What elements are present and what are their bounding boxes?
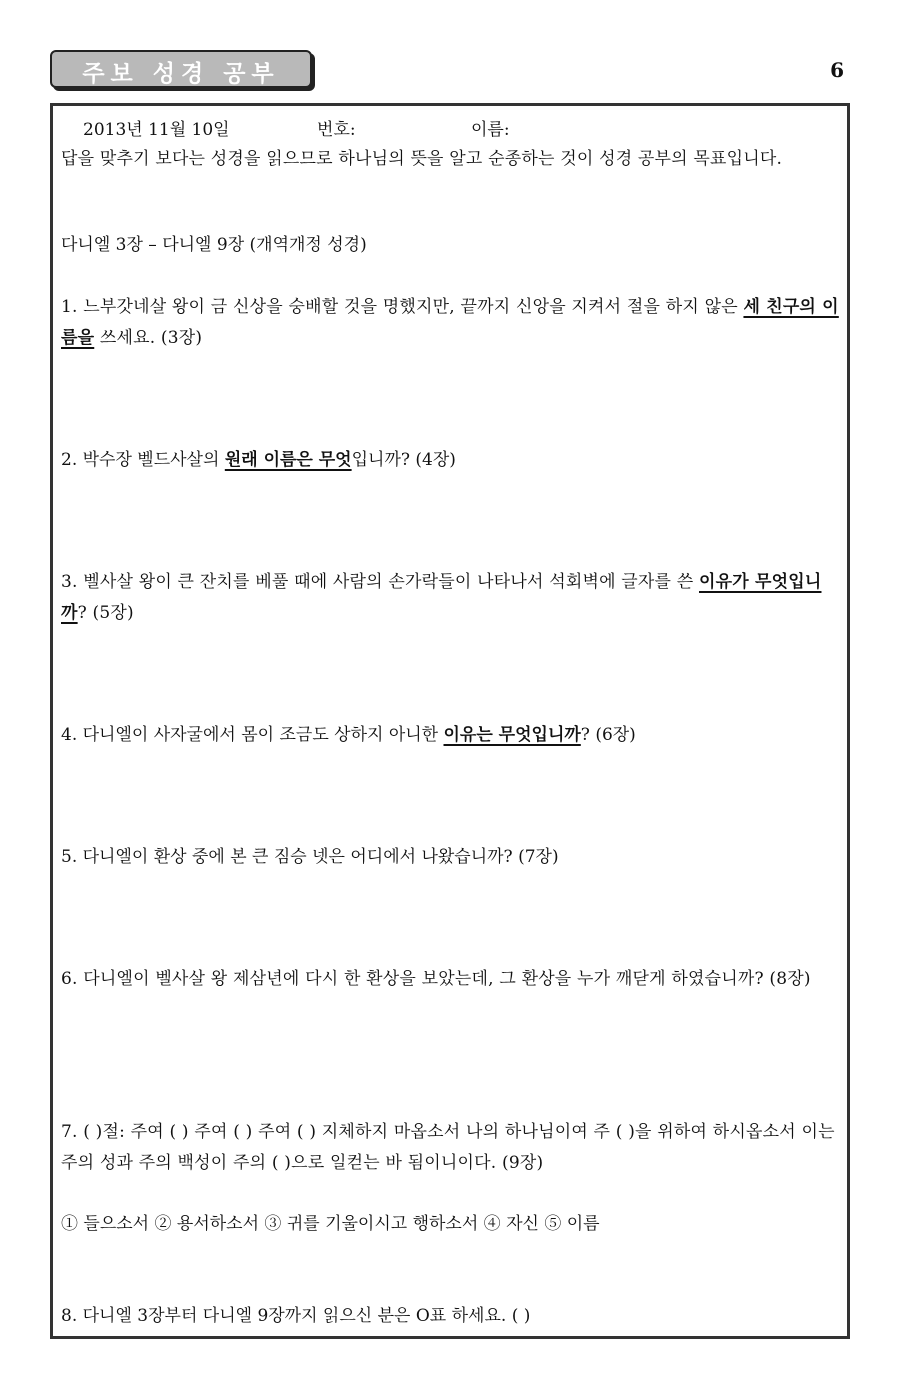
question-7: 7. ( )절: 주여 ( ) 주여 ( ) 주여 ( ) 지체하지 마옵소서 나의 하나님이여 주 ( )을 위하여 하시옵소서 이는 주의 성과 주의 백성이 주의 ( )으로 일컫는 바 됨이니이다. (9장) [61,1122,835,1173]
date-text: 2013년 11월 10일 [83,120,230,140]
question-text: ? (5장) [77,603,134,623]
intro-text: 답을 맞추기 보다는 성경을 읽으므로 하나님의 뜻을 알고 순종하는 것이 성경 공부의 목표입니다. [61,149,783,169]
number-label: 번호: [317,120,356,140]
title-banner [50,50,312,88]
question-text: 쓰세요. (3장) [94,328,203,348]
question-1 [61,292,839,354]
question-emphasis: 이유는 무엇입니까 [443,725,581,745]
question-4 [61,720,839,751]
question-2 [61,445,839,476]
worksheet-content [61,106,839,1336]
question-text: 2. 박수장 벨드사살의 [61,450,225,470]
name-label: 이름: [471,120,510,140]
info-line [83,115,839,146]
question-text: 3. 벨사살 왕이 큰 잔치를 베풀 때에 사람의 손가락들이 나타나서 석회벽에 글자를 쓴 [61,572,699,592]
question-text: 1. 느부갓네살 왕이 금 신상을 숭배할 것을 명했지만, 끝까지 신앙을 지켜서 절을 하지 않은 [61,297,744,317]
question-8: 8. 다니엘 3장부터 다니엘 9장까지 읽으신 분은 O표 하세요. ( ) [61,1306,531,1326]
reading-range: 다니엘 3장 – 다니엘 9장 (개역개정 성경) [61,235,367,255]
question-emphasis: 세 친구의 이름을 [61,297,839,348]
question-6: 6. 다니엘이 벨사살 왕 제삼년에 다시 한 환상을 보았는데, 그 환상을 누가 깨닫게 하였습니까? (8장) [61,969,811,989]
question-5: 5. 다니엘이 환상 중에 본 큰 짐승 넷은 어디에서 나왔습니까? (7장) [61,847,559,867]
question-text: ? (6장) [580,725,636,745]
question-text: 4. 다니엘이 사자굴에서 몸이 조금도 상하지 아니한 [61,725,444,745]
question-emphasis: 이유가 무엇입니까 [61,572,822,623]
page-title: 주보 성경 공부 [82,61,280,87]
worksheet-box [50,103,850,1339]
question-7-options: ① 들으소서 ② 용서하소서 ③ 귀를 기울이시고 행하소서 ④ 자신 ⑤ 이름 [61,1214,600,1234]
page-number: 6 [830,58,844,82]
question-emphasis: 원래 이름은 무엇 [224,450,352,470]
question-text: 입니까? (4장) [351,450,456,470]
question-3 [61,567,839,629]
